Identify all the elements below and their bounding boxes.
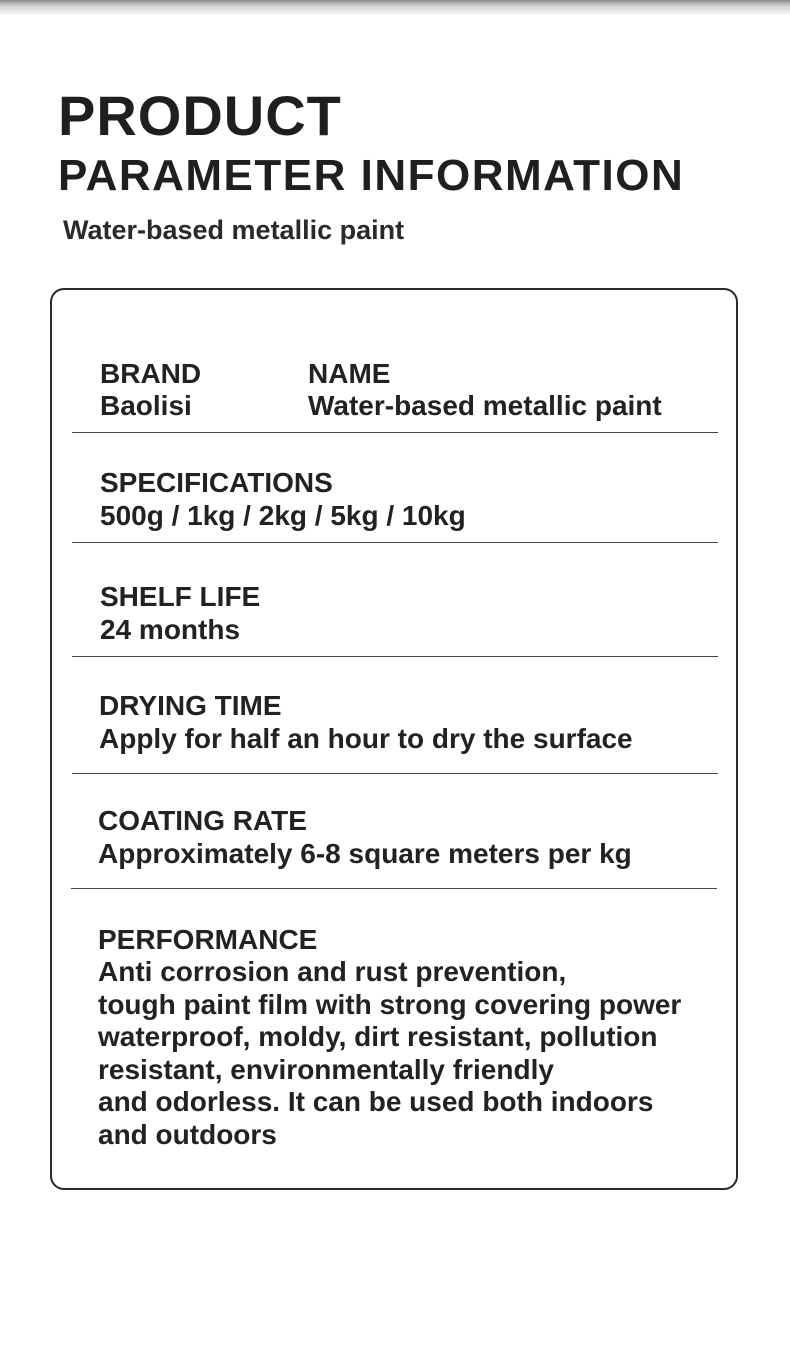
page-subtitle: Water-based metallic paint xyxy=(63,215,405,245)
divider xyxy=(71,888,717,889)
specifications-label: SPECIFICATIONS xyxy=(100,467,333,498)
performance-line: Anti corrosion and rust prevention, xyxy=(98,956,567,987)
performance-line: and outdoors xyxy=(98,1118,277,1150)
shelf-life-label: SHELF LIFE xyxy=(100,581,261,612)
divider xyxy=(72,432,718,433)
divider xyxy=(72,773,718,774)
divider xyxy=(72,542,718,543)
performance-label: PERFORMANCE xyxy=(98,924,318,955)
brand-label: BRAND xyxy=(100,358,202,389)
performance-line: resistant, environmentally friendly xyxy=(98,1053,554,1085)
top-shadow xyxy=(0,0,790,16)
coating-rate-value: Approximately 6-8 square meters per kg xyxy=(98,838,632,869)
coating-rate-label: COATING RATE xyxy=(98,805,307,836)
performance-line: tough paint film with strong covering power xyxy=(98,988,682,1020)
page-title-line1: PRODUCT xyxy=(58,84,342,147)
shelf-life-value: 24 months xyxy=(100,614,241,645)
drying-time-label: DRYING TIME xyxy=(99,690,282,721)
performance-text xyxy=(98,956,681,1151)
performance-line: and odorless. It can be used both indoors xyxy=(98,1086,654,1117)
page-title-line2: PARAMETER INFORMATION xyxy=(58,151,685,200)
brand-value: Baolisi xyxy=(100,390,192,421)
name-label: NAME xyxy=(308,358,391,389)
specifications-value: 500g / 1kg / 2kg / 5kg / 10kg xyxy=(100,500,466,531)
performance-line: waterproof, moldy, dirt resistant, pollution xyxy=(98,1021,658,1052)
drying-time-value: Apply for half an hour to dry the surface xyxy=(99,723,633,754)
divider xyxy=(72,656,718,657)
name-value: Water-based metallic paint xyxy=(308,390,662,421)
